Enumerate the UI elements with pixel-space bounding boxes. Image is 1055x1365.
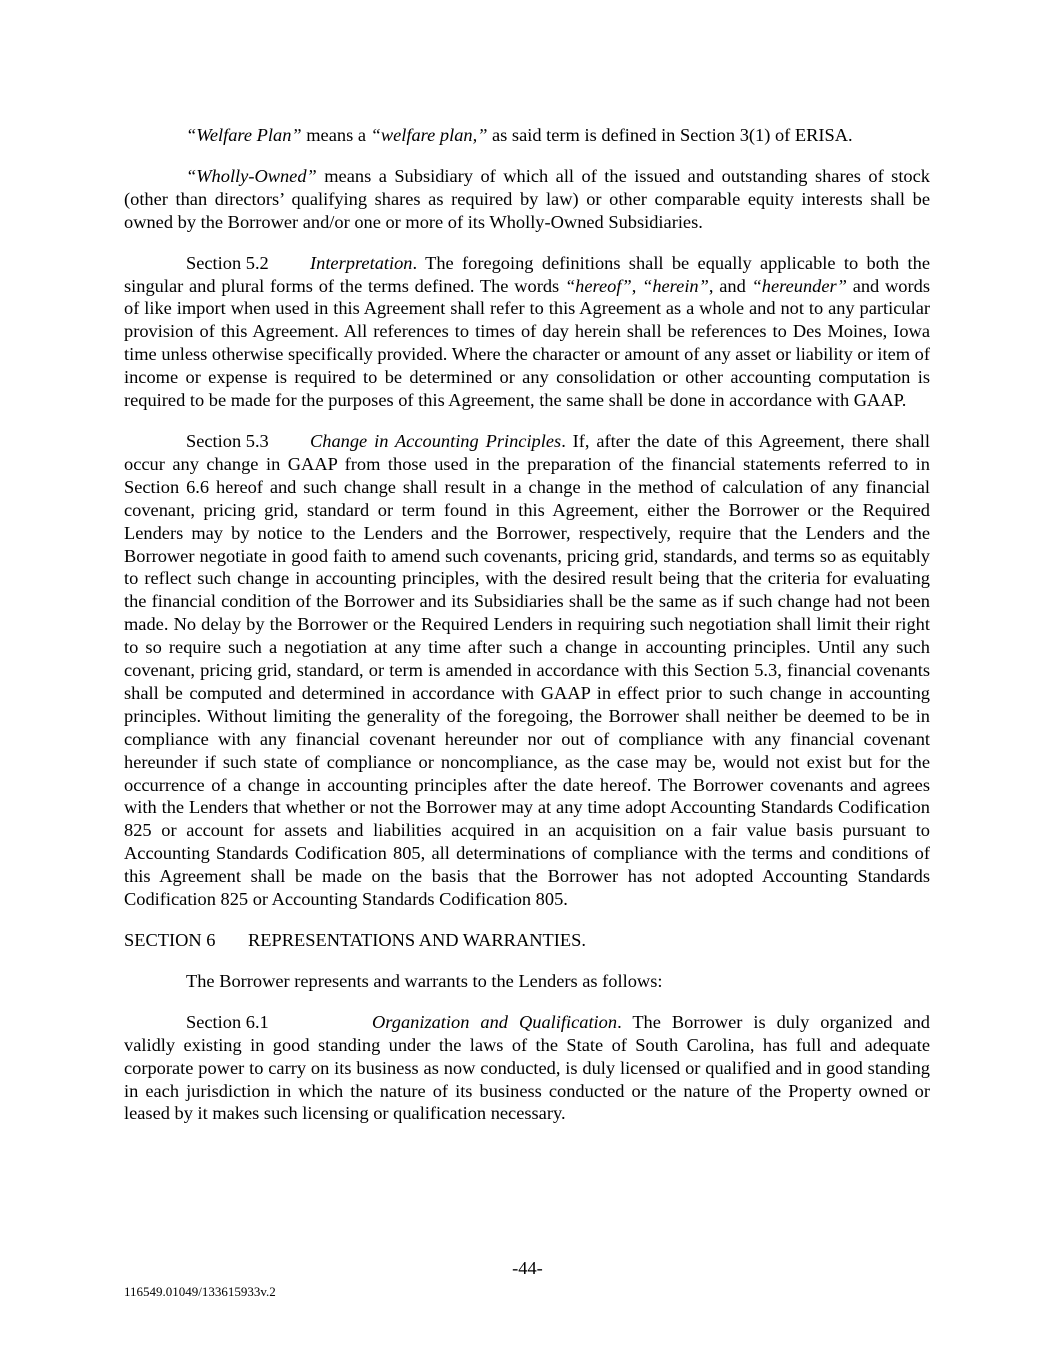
page-number: -44- (512, 1258, 543, 1278)
section-number: Section 5.3 (186, 430, 269, 451)
section-5-2: Section 5.2 Interpretation. The foregoing definitions shall be equally applicable to both the singular and plural forms of the terms defined. The words “hereof”, “herein”, and “hereunder” and words of like import when used in this Agreement shall refer to this Agreement as a whole and not to any particular provision of this Agreement. All references to times of day herein shall be references to Des Moines, Iowa time unless otherwise specifically provided. Where the character or amount of any asset or liability or item of income or expense is required to be determined or any consolidation or other accounting computation is required to be made for the purposes of this Agreement, the same shall be done in accordance with GAAP. (124, 252, 930, 411)
section-title: REPRESENTATIONS AND WARRANTIES. (248, 930, 586, 950)
section-number: Section 6.1 (186, 1011, 269, 1032)
document-body (124, 124, 930, 1143)
defined-term: “Wholly-Owned” (186, 165, 317, 186)
section-title: Organization and Qualification (372, 1011, 618, 1032)
section-title: Change in Accounting Principles (310, 430, 562, 451)
quoted-term: “welfare plan,” (370, 125, 488, 145)
section-6-1: Section 6.1 Organization and Qualification. The Borrower is duly organized and validly existing in good standing under the laws of the State of South Carolina, has full and adequate corporate power to carry on its business as now conducted, is duly licensed or qualified and in good standing in each jurisdiction in which the nature of its business conducted or the nature of the Property owned or leased by it makes such licensing or qualification necessary. (124, 1011, 930, 1124)
section-6-intro: The Borrower represents and warrants to the Lenders as follows: (186, 970, 663, 991)
section-number: SECTION 6 (124, 930, 216, 950)
definition-wholly-owned: “Wholly-Owned” means a Subsidiary of which all of the issued and outstanding shares of stock (other than directors’ qualifying shares as required by law) or other comparable equity interests shall be owned by the Borrower and/or one or more of its Wholly-Owned Subsidiaries. (124, 165, 930, 232)
document-id: 116549.01049/133615933v.2 (124, 1284, 276, 1299)
section-6-heading (124, 929, 930, 952)
section-5-3: Section 5.3 Change in Accounting Principles. If, after the date of this Agreement, there shall occur any change in GAAP from those used in the preparation of the financial statements referred to in Section 6.6 hereof and such change shall result in a change in the method of calculation of any financial covenant, pricing grid, standard or term found in this Agreement, either the Borrower or the Required Lenders may by notice to the Lenders and the Borrower, respectively, require that the Lenders and the Borrower negotiate in good faith to amend such covenants, pricing grid, standards, and terms so as equitably to reflect such change in accounting principles, with the desired result being that the criteria for evaluating the financial condition of the Borrower and its Subsidiaries shall be the same as if such change had not been made. No delay by the Borrower or the Required Lenders in requiring such negotiation shall limit their right to so require such a negotiation at any time after such a change in accounting principles. Until any such covenant, pricing grid, standard, or term is amended in accordance with this Section 5.3, financial covenants shall be computed and determined in accordance with GAAP in effect prior to such change in accounting principles. Without limiting the generality of the foregoing, the Borrower shall neither be deemed to be in compliance with any financial covenant hereunder nor out of compliance with any financial covenant hereunder if such state of compliance or noncompliance, as the case may be, would not exist but for the occurrence of a change in accounting principles after the date hereof. The Borrower covenants and agrees with the Lenders that whether or not the Borrower may at any time adopt Accounting Standards Codification 825 or account for assets and liabilities acquired in an acquisition on a fair value basis pursuant to Accounting Standards Codification 805, all determinations of compliance with the terms and conditions of this Agreement shall be made on the basis that the Borrower has not adopted Accounting Standards Codification 825 or Accounting Standards Codification 805. (124, 430, 931, 910)
section-title: Interpretation (310, 252, 413, 273)
definition-welfare-plan: “Welfare Plan” means a “welfare plan,” as said term is defined in Section 3(1) of ERISA. (186, 125, 853, 145)
section-number: Section 5.2 (186, 252, 269, 273)
defined-term: “Welfare Plan” (186, 125, 302, 145)
